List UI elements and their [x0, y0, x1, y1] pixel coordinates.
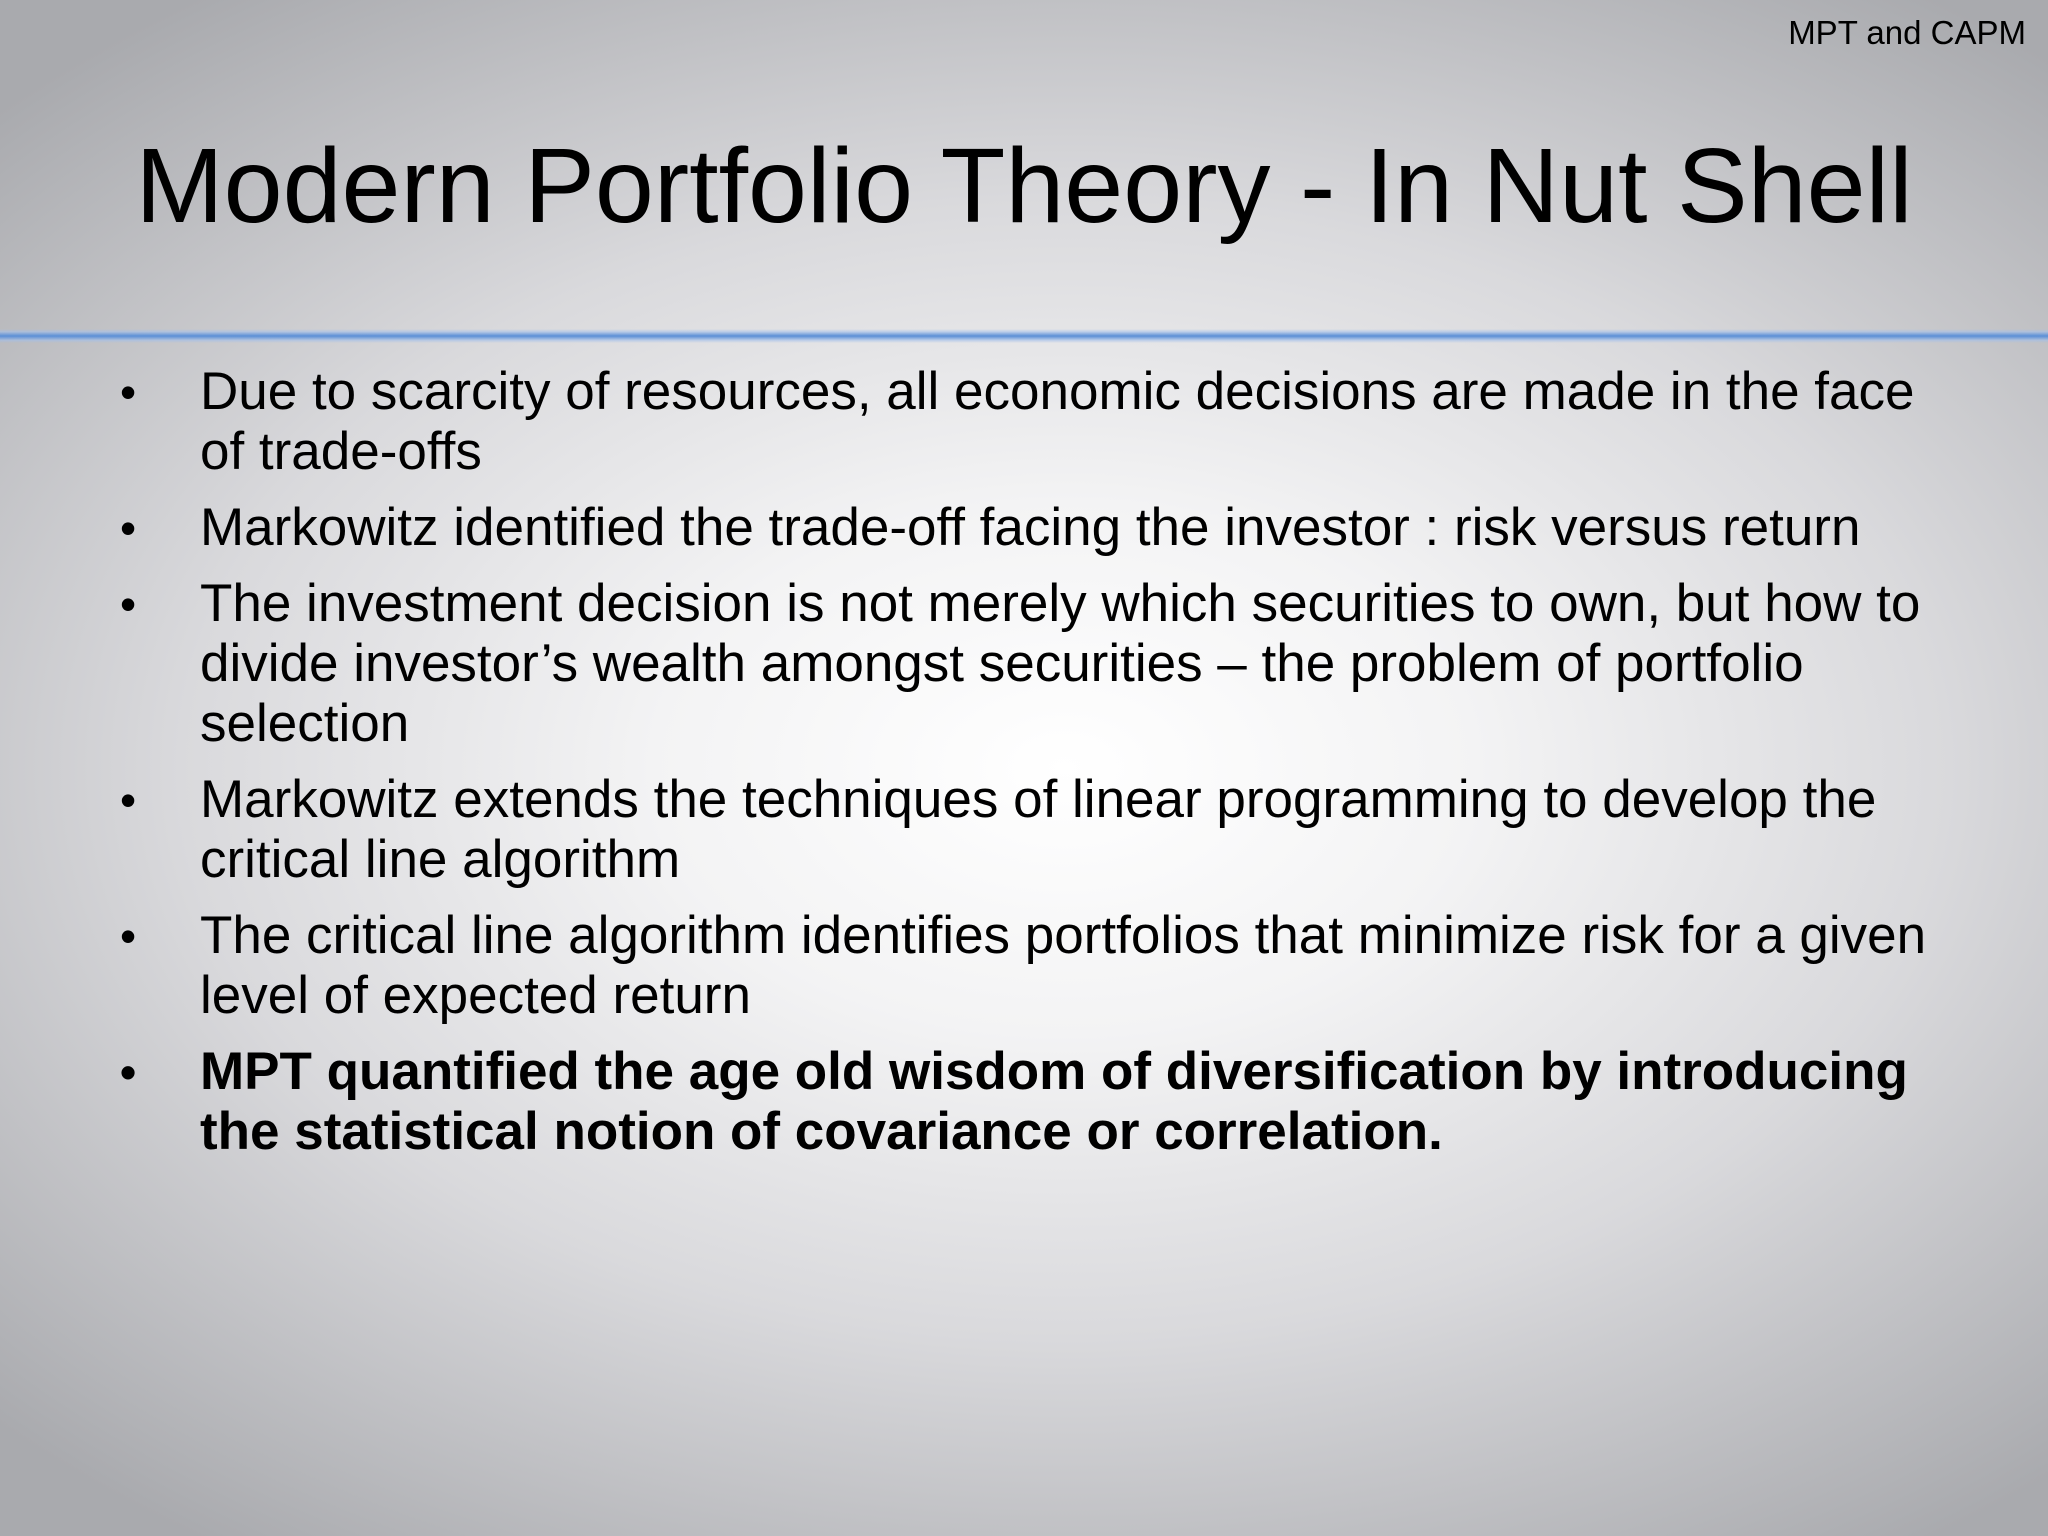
bullet-text: Markowitz identified the trade-off facing the investor : risk versus return: [200, 498, 1861, 557]
bullet-text: Markowitz extends the techniques of linear programming to develop the critical line algorithm: [200, 770, 1877, 889]
bullet-point-icon: •: [120, 578, 137, 630]
bullet-item: [120, 498, 1940, 558]
bullet-text: The critical line algorithm identifies portfolios that minimize risk for a given level of expected return: [200, 906, 1927, 1025]
title-divider: [0, 329, 2048, 343]
bullet-item: [120, 362, 1940, 482]
bullet-point-icon: •: [120, 366, 137, 418]
bullet-point-icon: •: [120, 502, 137, 554]
bullet-point-icon: •: [120, 1046, 137, 1098]
bullet-item: [120, 574, 1940, 754]
bullet-item: [120, 906, 1940, 1026]
slide-header-tag: MPT and CAPM: [1788, 14, 2026, 51]
bullet-point-icon: •: [120, 774, 137, 826]
bullet-text: MPT quantified the age old wisdom of diversification by introducing the statistical notion of covariance or correlation.: [200, 1042, 1908, 1161]
bullet-item: [120, 1042, 1940, 1162]
slide-title: Modern Portfolio Theory - In Nut Shell: [135, 127, 1913, 245]
bullet-text: The investment decision is not merely which securities to own, but how to divide investor’s wealth amongst securities – the problem of portfolio selection: [200, 574, 1921, 753]
bullet-list: [120, 362, 1940, 1178]
bullet-point-icon: •: [120, 910, 137, 962]
bullet-item: [120, 770, 1940, 890]
bullet-text: Due to scarcity of resources, all economic decisions are made in the face of trade-offs: [200, 362, 1915, 481]
